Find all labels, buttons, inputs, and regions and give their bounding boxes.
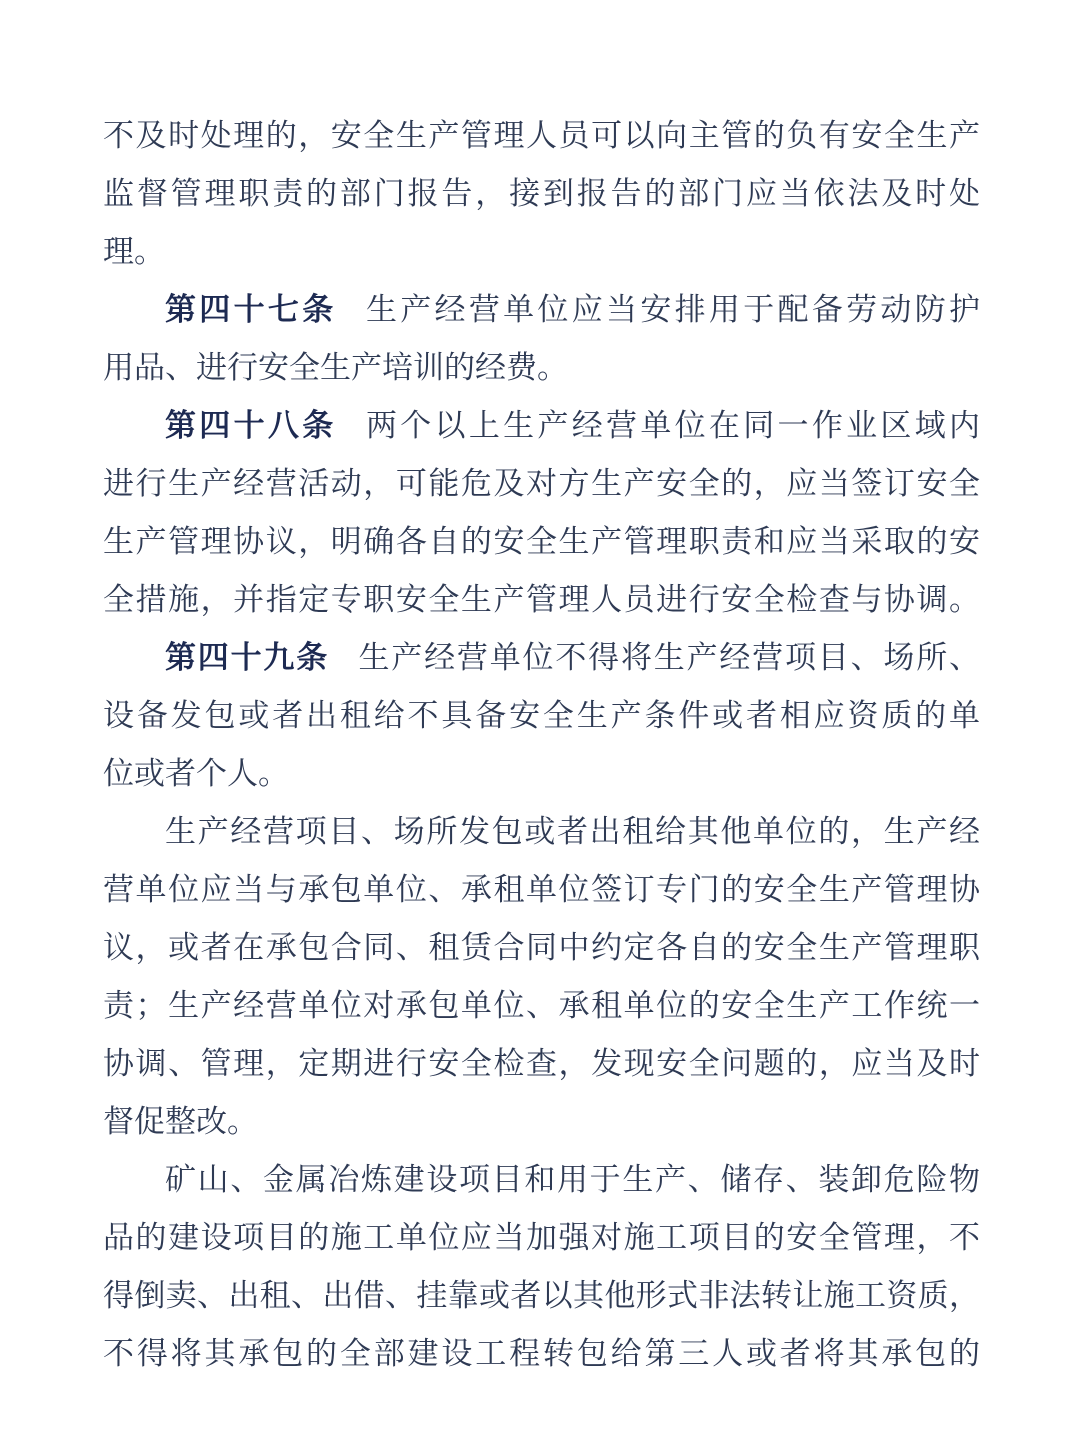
line-text: 得倒卖、出租、出借、挂靠或者以其他形式非法转让施工资质， (103, 1278, 980, 1313)
text-line (103, 629, 980, 687)
text-line (103, 803, 980, 861)
line-text: 用品、进行安全生产培训的经费。 (103, 350, 568, 385)
text-line (103, 339, 980, 397)
line-text: 理。 (103, 234, 165, 269)
text-line (103, 165, 980, 223)
document-text (103, 107, 980, 1383)
line-text: 全措施，并指定专职安全生产管理人员进行安全检查与协调。 (103, 582, 980, 617)
text-line (103, 745, 980, 803)
line-text: 生产管理协议，明确各自的安全生产管理职责和应当采取的安 (103, 524, 980, 559)
text-line (103, 1267, 980, 1325)
line-text: 责；生产经营单位对承包单位、承租单位的安全生产工作统一 (103, 988, 980, 1023)
line-text: 监督管理职责的部门报告，接到报告的部门应当依法及时处 (103, 176, 980, 211)
article-number: 第四十八条 (165, 408, 337, 443)
line-text: 不得将其承包的全部建设工程转包给第三人或者将其承包的 (103, 1336, 980, 1371)
line-text: 生产经营项目、场所发包或者出租给其他单位的，生产经 (165, 814, 980, 849)
line-text: 议，或者在承包合同、租赁合同中约定各自的安全生产管理职 (103, 930, 980, 965)
line-text: 设备发包或者出租给不具备安全生产条件或者相应资质的单 (103, 698, 980, 733)
line-text: 生产经营单位应当安排用于配备劳动防护 (365, 292, 980, 327)
text-line (103, 513, 980, 571)
text-line (103, 1209, 980, 1267)
line-text: 不及时处理的，安全生产管理人员可以向主管的负有安全生产 (103, 118, 980, 153)
text-line (103, 1093, 980, 1151)
text-line (103, 977, 980, 1035)
text-line (103, 687, 980, 745)
text-line (103, 455, 980, 513)
text-line (103, 1151, 980, 1209)
article-number: 第四十七条 (165, 292, 337, 327)
text-line (103, 397, 980, 455)
line-text: 两个以上生产经营单位在同一作业区域内 (365, 408, 980, 443)
text-line (103, 1035, 980, 1093)
text-line (103, 919, 980, 977)
text-line (103, 861, 980, 919)
line-text: 进行生产经营活动，可能危及对方生产安全的，应当签订安全 (103, 466, 980, 501)
text-line (103, 281, 980, 339)
line-text: 生产经营单位不得将生产经营项目、场所、 (358, 640, 980, 675)
line-text: 督促整改。 (103, 1104, 258, 1139)
line-text: 营单位应当与承包单位、承租单位签订专门的安全生产管理协 (103, 872, 980, 907)
line-text: 品的建设项目的施工单位应当加强对施工项目的安全管理，不 (103, 1220, 980, 1255)
text-line (103, 107, 980, 165)
article-number: 第四十九条 (165, 640, 330, 675)
text-line (103, 571, 980, 629)
line-text: 协调、管理，定期进行安全检查，发现安全问题的，应当及时 (103, 1046, 980, 1081)
text-line (103, 223, 980, 281)
line-text: 位或者个人。 (103, 756, 289, 791)
line-text: 矿山、金属冶炼建设项目和用于生产、储存、装卸危险物 (165, 1162, 980, 1197)
text-line (103, 1325, 980, 1383)
